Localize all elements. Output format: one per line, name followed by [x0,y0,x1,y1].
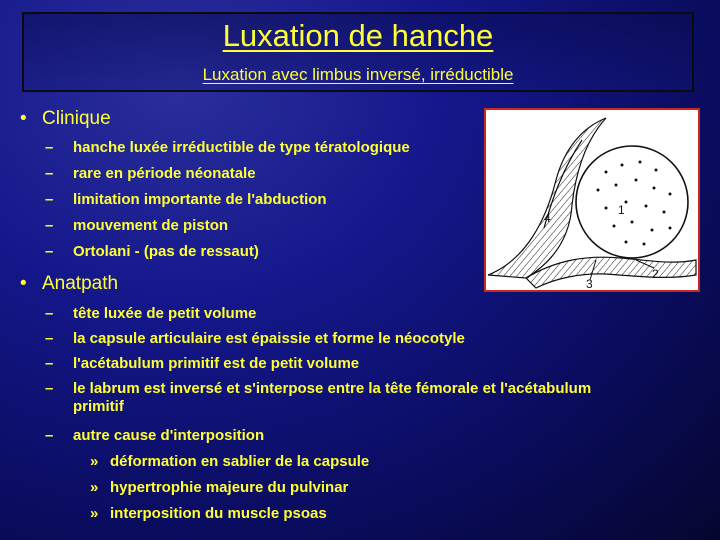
femoral-head [576,146,688,258]
sub-list-item: » interposition du muscle psoas [90,505,327,522]
diagram-label-2: 2 [652,267,659,281]
diagram-label-3: 3 [586,277,593,290]
section-clinique [20,108,111,130]
diagram-label-4: 4 [544,211,551,225]
slide-title: Luxation de hanche [222,18,494,53]
bullet-dot: • [20,273,27,294]
slide-subtitle: Luxation avec limbus inversé, irréductible [202,65,514,84]
bullet-dot: • [20,108,27,129]
sub-list-item: » déformation en sablier de la capsule [90,453,370,470]
section-clinique-heading: Clinique [42,108,111,129]
section-anatpath-heading: Anatpath [42,273,119,294]
section-anatpath [20,273,118,295]
hip-diagram-svg [486,110,698,290]
title-box [22,12,694,92]
diagram-label-1: 1 [618,203,625,217]
capsule-band [526,257,696,288]
hip-diagram [484,108,700,292]
sub-list-item: » hypertrophie majeure du pulvinar [90,479,349,496]
